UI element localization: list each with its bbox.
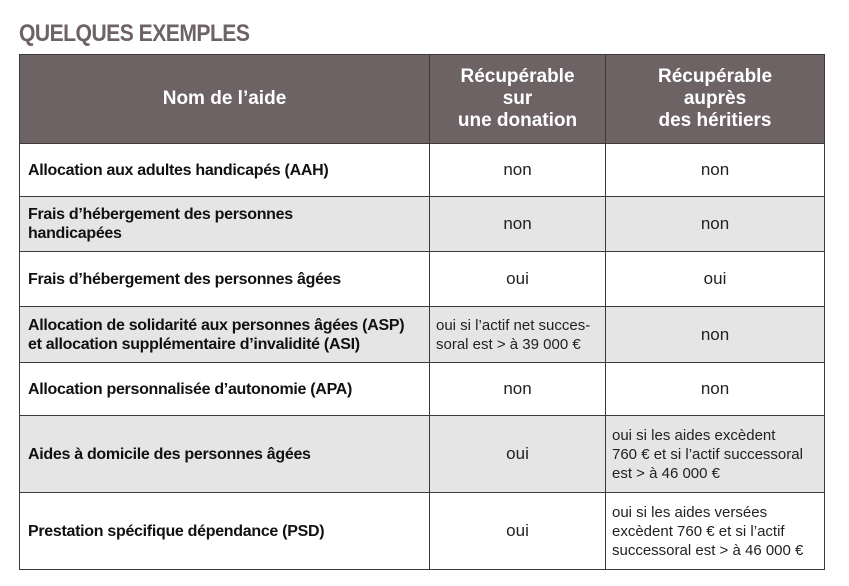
table-row [20,307,825,363]
aid-name-cell: Allocation aux adultes handicapés (AAH) [20,144,430,197]
donation-cell: oui [430,416,606,493]
aid-name-cell: Aides à domicile des personnes âgées [20,416,430,493]
header-recoverable-heirs: Récupérable auprès des héritiers [606,55,825,144]
aid-name-cell: Frais d’hébergement des personnes handicapées [20,197,430,252]
heirs-cell: oui si les aides excèdent 760 € et si l’actif successoral est > à 46 000 € [606,416,825,493]
donation-cell: oui si l’actif net succes- soral est > à 39 000 € [430,307,606,363]
heirs-cell: oui [606,252,825,307]
heirs-cell: oui si les aides versées excèdent 760 € et si l’actif successoral est > à 46 000 € [606,493,825,570]
donation-cell: non [430,363,606,416]
header-recoverable-donation: Récupérable sur une donation [430,55,606,144]
table-row [20,144,825,197]
table-row [20,252,825,307]
donation-cell: oui [430,252,606,307]
aid-name-cell: Prestation spécifique dépendance (PSD) [20,493,430,570]
page-title: QUELQUES EXEMPLES [19,20,250,47]
aid-table [19,54,825,570]
heirs-cell: non [606,363,825,416]
header-row [20,55,825,144]
table-row [20,493,825,570]
table-row [20,363,825,416]
table-row [20,197,825,252]
heirs-cell: non [606,307,825,363]
table-row [20,416,825,493]
aid-name-cell: Allocation de solidarité aux personnes âgées (ASP) et allocation supplémentaire d’invalidité (ASI) [20,307,430,363]
donation-cell: oui [430,493,606,570]
aid-name-cell: Allocation personnalisée d’autonomie (APA) [20,363,430,416]
heirs-cell: non [606,144,825,197]
aid-name-cell: Frais d’hébergement des personnes âgées [20,252,430,307]
header-aid-name: Nom de l’aide [20,55,430,144]
donation-cell: non [430,197,606,252]
donation-cell: non [430,144,606,197]
heirs-cell: non [606,197,825,252]
